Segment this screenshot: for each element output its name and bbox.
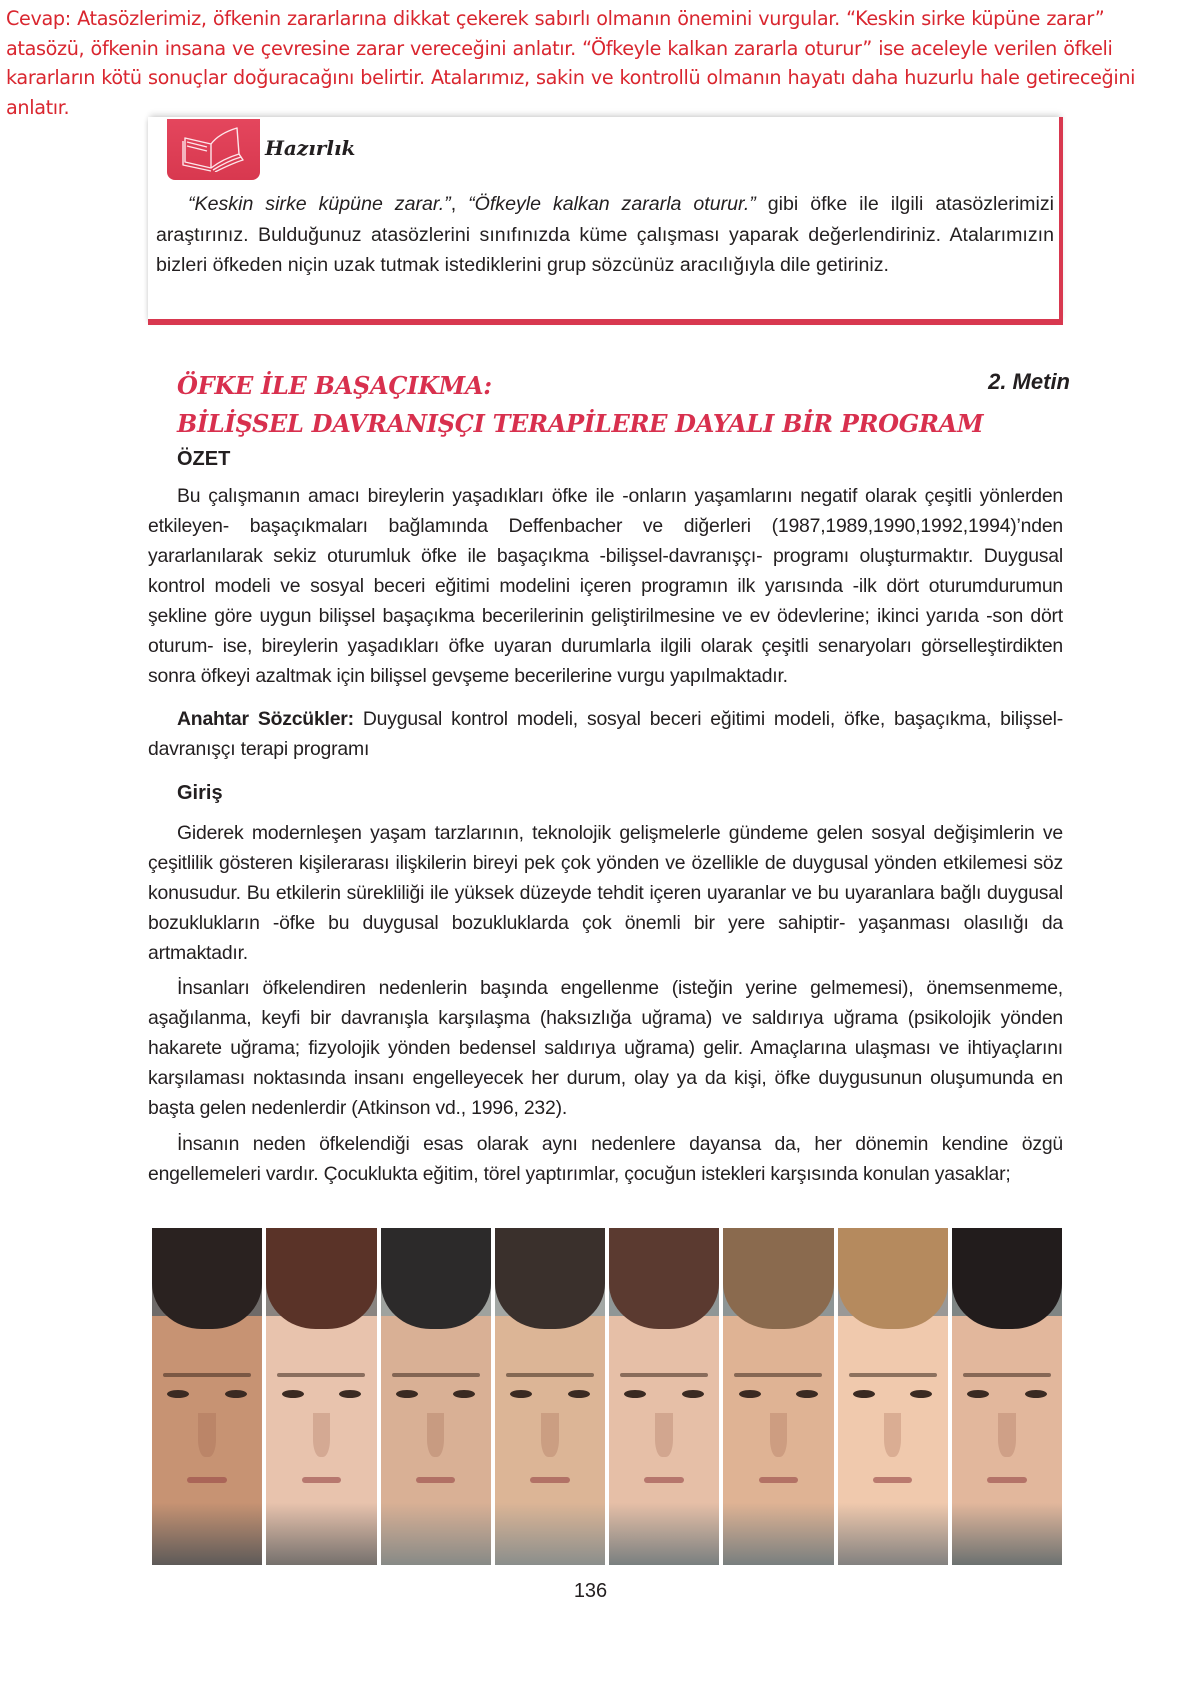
paragraph-text: İnsanın neden öfkelendiği esas olarak aynı nedenlere dayansa da, her dönemin kendine özgü engellemeleri vardır. Çocuklukta eğitim, törel yaptırımlar, çocuğun istekleri karşısında konulan yasaklar; xyxy=(148,1133,1063,1185)
proverb-1: “Keskin sirke küpüne zarar.” xyxy=(188,193,451,215)
face-photo-6 xyxy=(723,1228,833,1565)
face-photo-5 xyxy=(609,1228,719,1565)
article-title xyxy=(177,367,1000,443)
face-photo-2 xyxy=(266,1228,376,1565)
proverb-2: “Öfkeyle kalkan zararla oturur.” xyxy=(468,193,756,215)
face-photo-1 xyxy=(152,1228,262,1565)
angry-faces-photo-strip xyxy=(152,1228,1062,1565)
preparation-text xyxy=(156,189,1054,281)
paragraph-text: İnsanları öfkelendiren nedenlerin başında engellenme (isteğin yerine gelmemesi), önemsenmeme, aşağılanma, keyfi bir davranışla karşılaşma (haksızlığa uğrama) ve saldırıya uğrama (psikolojik yönden hakarete uğrama; fizyolojik yönden bedensel saldırıya uğrama) gelir. Amaçlarına ulaşması ve ihtiyaçlarını karşılaması noktasında insanı engelleyecek her durum, olay ya da kişi, öfke duygusunun oluşumunda en başta gelen nedenlerdir (Atkinson vd., 1996, 232). xyxy=(148,977,1063,1119)
face-photo-8 xyxy=(952,1228,1062,1565)
article-title-line-2: BİLİŞSEL DAVRANIŞÇI TERAPİLERE DAYALI BİR PROGRAM xyxy=(177,409,984,438)
keywords-paragraph xyxy=(148,704,1063,764)
face-photo-7 xyxy=(838,1228,948,1565)
keywords-text: Duygusal kontrol modeli, sosyal beceri eğitimi modeli, öfke, başaçıkma, bilişsel-davranışçı terapi programı xyxy=(148,708,1063,760)
preparation-instructions: gibi öfke ile ilgili atasözlerimizi araştırınız. Bulduğunuz atasözlerini sınıfınızda küme çalışması yaparak değerlendiriniz. Atalarımızın bizleri öfkeden niçin uzak tutmak istediklerini grup sözcünüz aracılığıyla dile getiriniz. xyxy=(156,193,1055,276)
summary-heading: ÖZET xyxy=(177,448,231,470)
face-photo-4 xyxy=(495,1228,605,1565)
article-title-line-1: ÖFKE İLE BAŞAÇIKMA: xyxy=(177,371,492,400)
face-photo-3 xyxy=(381,1228,491,1565)
separator: , xyxy=(450,193,469,215)
intro-paragraph-1 xyxy=(148,818,1063,968)
intro-heading: Giriş xyxy=(177,782,223,804)
preparation-box xyxy=(148,117,1063,325)
text-number-label: 2. Metin xyxy=(988,369,1070,394)
keywords-label: Anahtar Sözcükler: xyxy=(177,708,354,730)
answer-text: Cevap: Atasözlerimiz, öfkenin zararlarına dikkat çekerek sabırlı olmanın önemini vurgular. “Keskin sirke küpüne zarar” atasözü, öfkenin insana ve çevresine zarar vereceğini anlatır. “Öfkeyle kalkan zararla oturur” ise aceleyle verilen öfkeli kararların kötü sonuçlar doğuracağını belirtir. Atalarımız, sakin ve kontrollü olmanın hayatı daha huzurlu hale getireceğini anlatır. xyxy=(6,7,1136,119)
summary-paragraph xyxy=(148,481,1063,691)
preparation-title: Hazırlık xyxy=(265,136,356,160)
open-book-icon xyxy=(167,119,260,180)
paragraph-text: Giderek modernleşen yaşam tarzlarının, teknolojik gelişmelerle gündeme gelen sosyal değişimlerin ve çeşitlilik gösteren kişilerarası ilişkilerin bireyi pek çok yönden ve özellikle de duygusal yönden etkilemesi söz konusudur. Bu etkilerin sürekliliği ile yüksek düzeyde tehdit içeren uyaranlar ve bu uyaranlara bağlı duygusal bozuklukların -öfke bu duygusal bozukluklarda çok önemli bir yere sahiptir- yaşanması olasılığı da artmaktadır. xyxy=(148,822,1063,964)
page-number: 136 xyxy=(573,1580,608,1602)
summary-text: Bu çalışmanın amacı bireylerin yaşadıkları öfke ile -onların yaşamlarını negatif olarak çeşitli yönlerden etkileyen- başaçıkmaları bağlamında Deffenbacher ve diğerleri (1987,1989,1990,1992,1994)’nden yararlanılarak sekiz oturumluk öfke ile başaçıkma -bilişsel-davranışçı- programı oluşturmaktır. Duygusal kontrol modeli ve sosyal beceri eğitimi modelini içeren programın ilk yarısında -ilk dört oturumdurumun şekline göre uygun bilişsel başaçıkma becerilerinin geliştirilmesine ve ev ödevlerine; ikinci yarıda -son dört oturum- ise, bireylerin yaşadıkları öfke uyaran durumlarla ilgili olarak çeşitli senaryoları görselleştirdikten sonra öfkeyi azaltmak için bilişsel gevşeme becerilerine vurgu yapılmaktadır. xyxy=(148,485,1063,687)
intro-paragraph-3 xyxy=(148,1129,1063,1189)
intro-paragraph-2 xyxy=(148,973,1063,1123)
